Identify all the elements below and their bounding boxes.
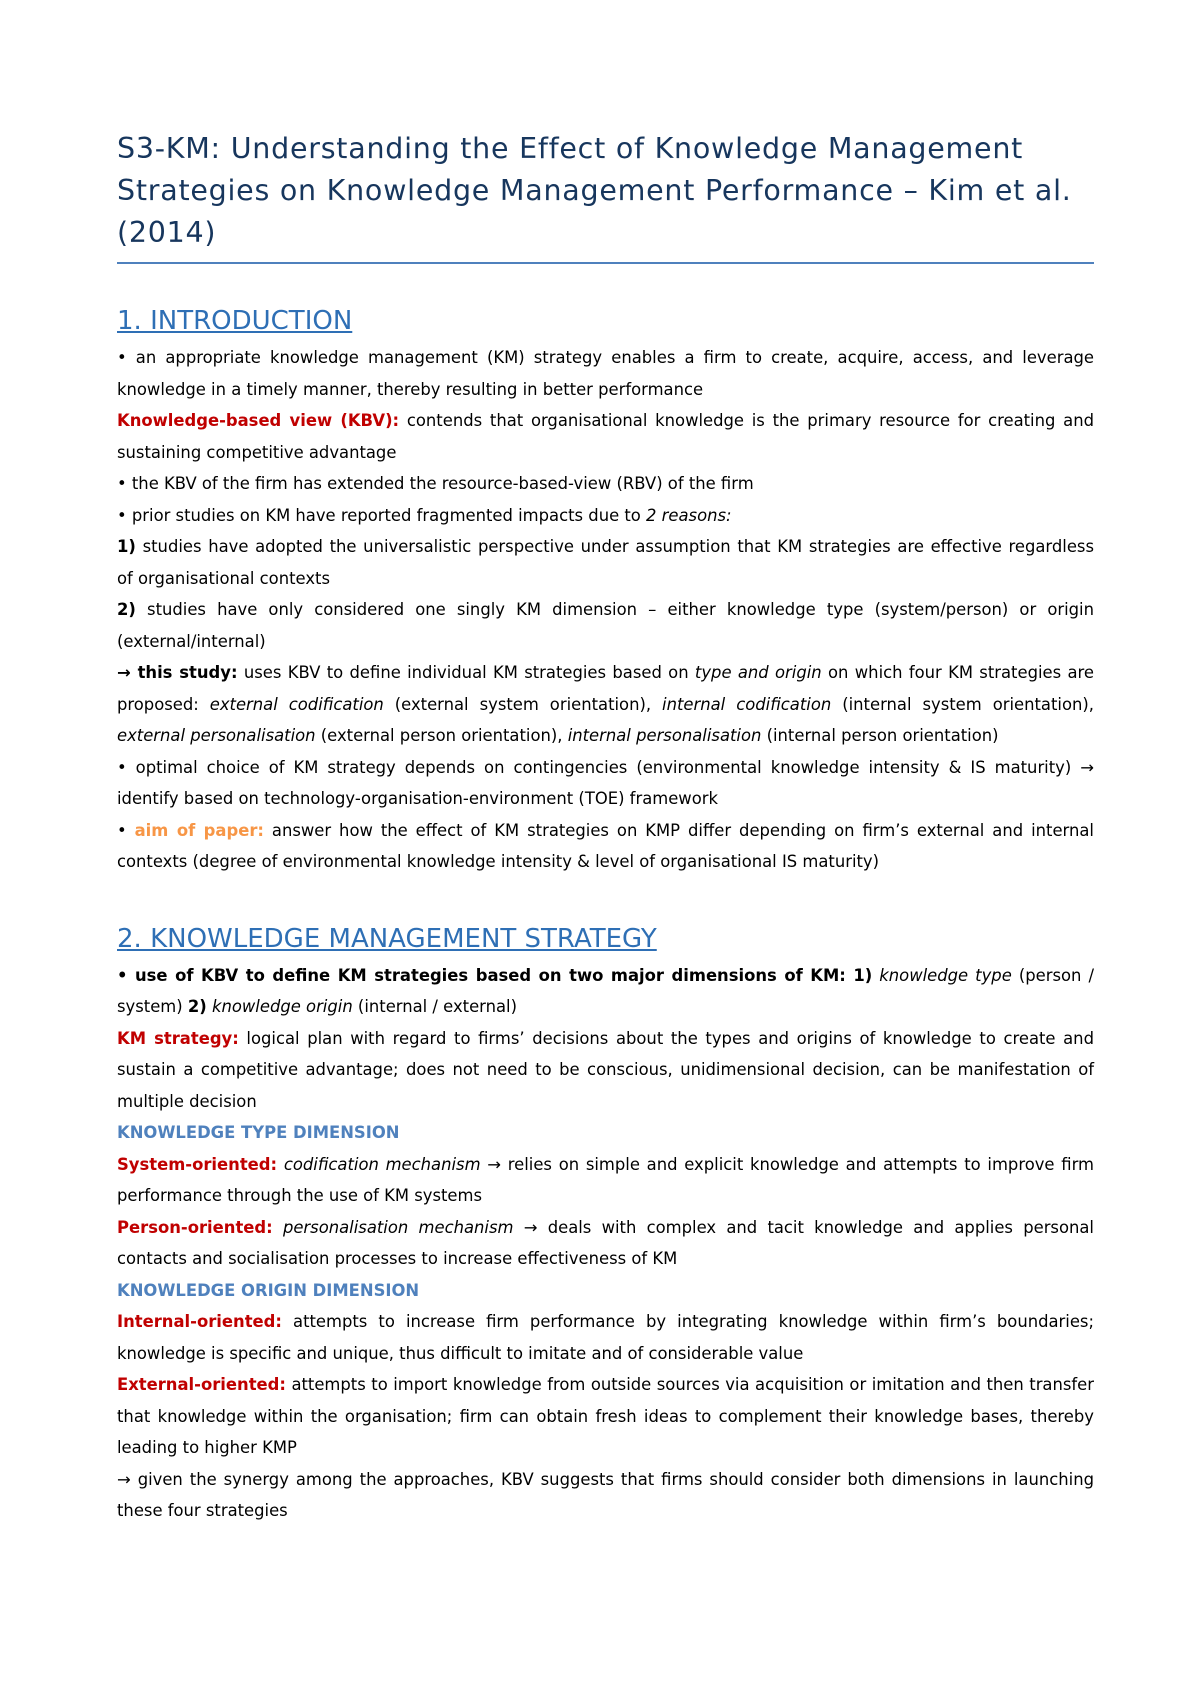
km-strategy-definition: [117, 1023, 1094, 1118]
term-system-oriented: System-oriented:: [117, 1154, 278, 1174]
person-oriented-text: → deals with complex and tacit knowledge and applies personal contacts and socialisation processes to increase effectiveness of KM: [117, 1217, 1094, 1268]
this-study-italic-1: type and origin: [694, 663, 822, 682]
this-study-text-c: (external system orientation),: [383, 694, 663, 714]
intro-paragraph-3: • the KBV of the firm has extended the resource-based-view (RBV) of the firm: [117, 474, 754, 493]
this-study-paragraph: [117, 657, 1094, 752]
external-oriented-text: attempts to import knowledge from outside sources via acquisition or imitation and then transfer that knowledge within the organisation; firm can obtain fresh ideas to complement their knowledge bases, thereby leading to higher KMP: [117, 1375, 1094, 1457]
this-study-text-a: uses KBV to define individual KM strategies based on: [237, 663, 695, 682]
strategy-p1-text-c: (internal / external): [352, 997, 517, 1016]
this-study-text-d: (internal system orientation),: [831, 694, 1094, 714]
reasons-count: 2 reasons:: [646, 505, 732, 525]
strategy-p1-text-a: (person / system): [117, 965, 1094, 1016]
term-km-strategy: KM strategy:: [117, 1028, 239, 1048]
aim-text: answer how the effect of KM strategies on KMP differ depending on firm’s external and internal contexts (degree of environmental knowledge intensity & level of organisational IS maturity): [117, 820, 1094, 871]
this-study-italic-5: internal personalisation: [567, 726, 762, 745]
term-external-oriented: External-oriented:: [117, 1375, 286, 1394]
reason-2: [117, 594, 1094, 657]
this-study-italic-2: external codification: [209, 694, 384, 714]
internal-oriented-paragraph: [117, 1306, 1094, 1369]
term-internal-oriented: Internal-oriented:: [117, 1312, 282, 1331]
reason-1-text: studies have adopted the universalistic perspective under assumption that KM strategies are effective regardless of organisational contexts: [117, 537, 1094, 588]
kbv-definition: contends that organisational knowledge is the primary resource for creating and sustaining competitive advantage: [117, 411, 1094, 462]
document-title: S3-KM: Understanding the Effect of Knowledge Management Strategies on Knowledge Management Performance – Kim et al. (2014): [117, 132, 1072, 249]
reason-1: [117, 531, 1094, 594]
intro-paragraph-kbv: [117, 405, 1094, 468]
km-strategy-text: logical plan with regard to firms’ decisions about the types and origins of knowledge to create and sustain a competitive advantage; does not need to be conscious, unidimensional decision, can be manifestation of multiple decision: [117, 1028, 1094, 1111]
strategy-p1-num-2: 2): [187, 997, 207, 1016]
strategy-p1-bold: • use of KBV to define KM strategies based on two major dimensions of KM: 1): [117, 965, 873, 985]
this-study-italic-4: external personalisation: [117, 726, 316, 745]
system-oriented-paragraph: [117, 1149, 1094, 1212]
this-study-text-e: (external person orientation),: [315, 726, 568, 745]
this-study-italic-3: internal codification: [662, 694, 832, 714]
subheading-knowledge-type: KNOWLEDGE TYPE DIMENSION: [117, 1123, 400, 1142]
section-heading-introduction: 1. INTRODUCTION: [117, 306, 353, 336]
aim-label: aim of paper:: [134, 820, 264, 840]
intro-paragraph-4: [117, 500, 1094, 532]
reasons-intro: • prior studies on KM have reported fragmented impacts due to: [117, 505, 647, 525]
intro-paragraph-8: • optimal choice of KM strategy depends on contingencies (environmental knowledge intensity & IS maturity) → identify based on technology-organisation-environment (TOE) framework: [117, 757, 1094, 808]
section-heading-km-strategy: 2. KNOWLEDGE MANAGEMENT STRATEGY: [117, 923, 657, 954]
strategy-p1-italic-1: knowledge type: [872, 965, 1012, 985]
term-kbv: Knowledge-based view (KBV):: [117, 411, 400, 430]
external-oriented-paragraph: [117, 1369, 1094, 1464]
subheading-knowledge-origin: KNOWLEDGE ORIGIN DIMENSION: [117, 1280, 420, 1300]
system-oriented-italic: codification mechanism: [277, 1154, 481, 1174]
this-study-text-f: (internal person orientation): [761, 726, 999, 745]
title-divider: [117, 262, 1094, 264]
this-study-label: this study:: [137, 663, 238, 682]
strategy-paragraph-1: [117, 960, 1094, 1023]
this-study-text-b: on which four KM strategies are proposed:: [117, 663, 1094, 714]
synergy-paragraph: → given the synergy among the approaches, KBV suggests that firms should consider both dimensions in launching these four strategies: [117, 1469, 1094, 1520]
strategy-p1-italic-2: knowledge origin: [206, 997, 353, 1016]
intro-paragraph-1: • an appropriate knowledge management (KM) strategy enables a firm to create, acquire, access, and leverage knowledge in a timely manner, thereby resulting in better performance: [117, 348, 1094, 399]
reason-2-text: studies have only considered one singly KM dimension – either knowledge type (system/person) or origin (external/internal): [117, 600, 1094, 651]
person-oriented-paragraph: [117, 1212, 1094, 1275]
term-person-oriented: Person-oriented:: [117, 1217, 273, 1237]
aim-bullet: •: [117, 820, 135, 840]
system-oriented-text: → relies on simple and explicit knowledge and attempts to improve firm performance through the use of KM systems: [117, 1154, 1094, 1205]
person-oriented-italic: personalisation mechanism: [272, 1217, 514, 1237]
arrow-icon: →: [117, 663, 138, 682]
internal-oriented-text: attempts to increase firm performance by integrating knowledge within firm’s boundaries; knowledge is specific and unique, thus difficult to imitate and of considerable value: [117, 1312, 1094, 1363]
reason-2-number: 2): [117, 600, 136, 619]
reason-1-number: 1): [117, 537, 136, 556]
aim-paragraph: [117, 815, 1094, 878]
